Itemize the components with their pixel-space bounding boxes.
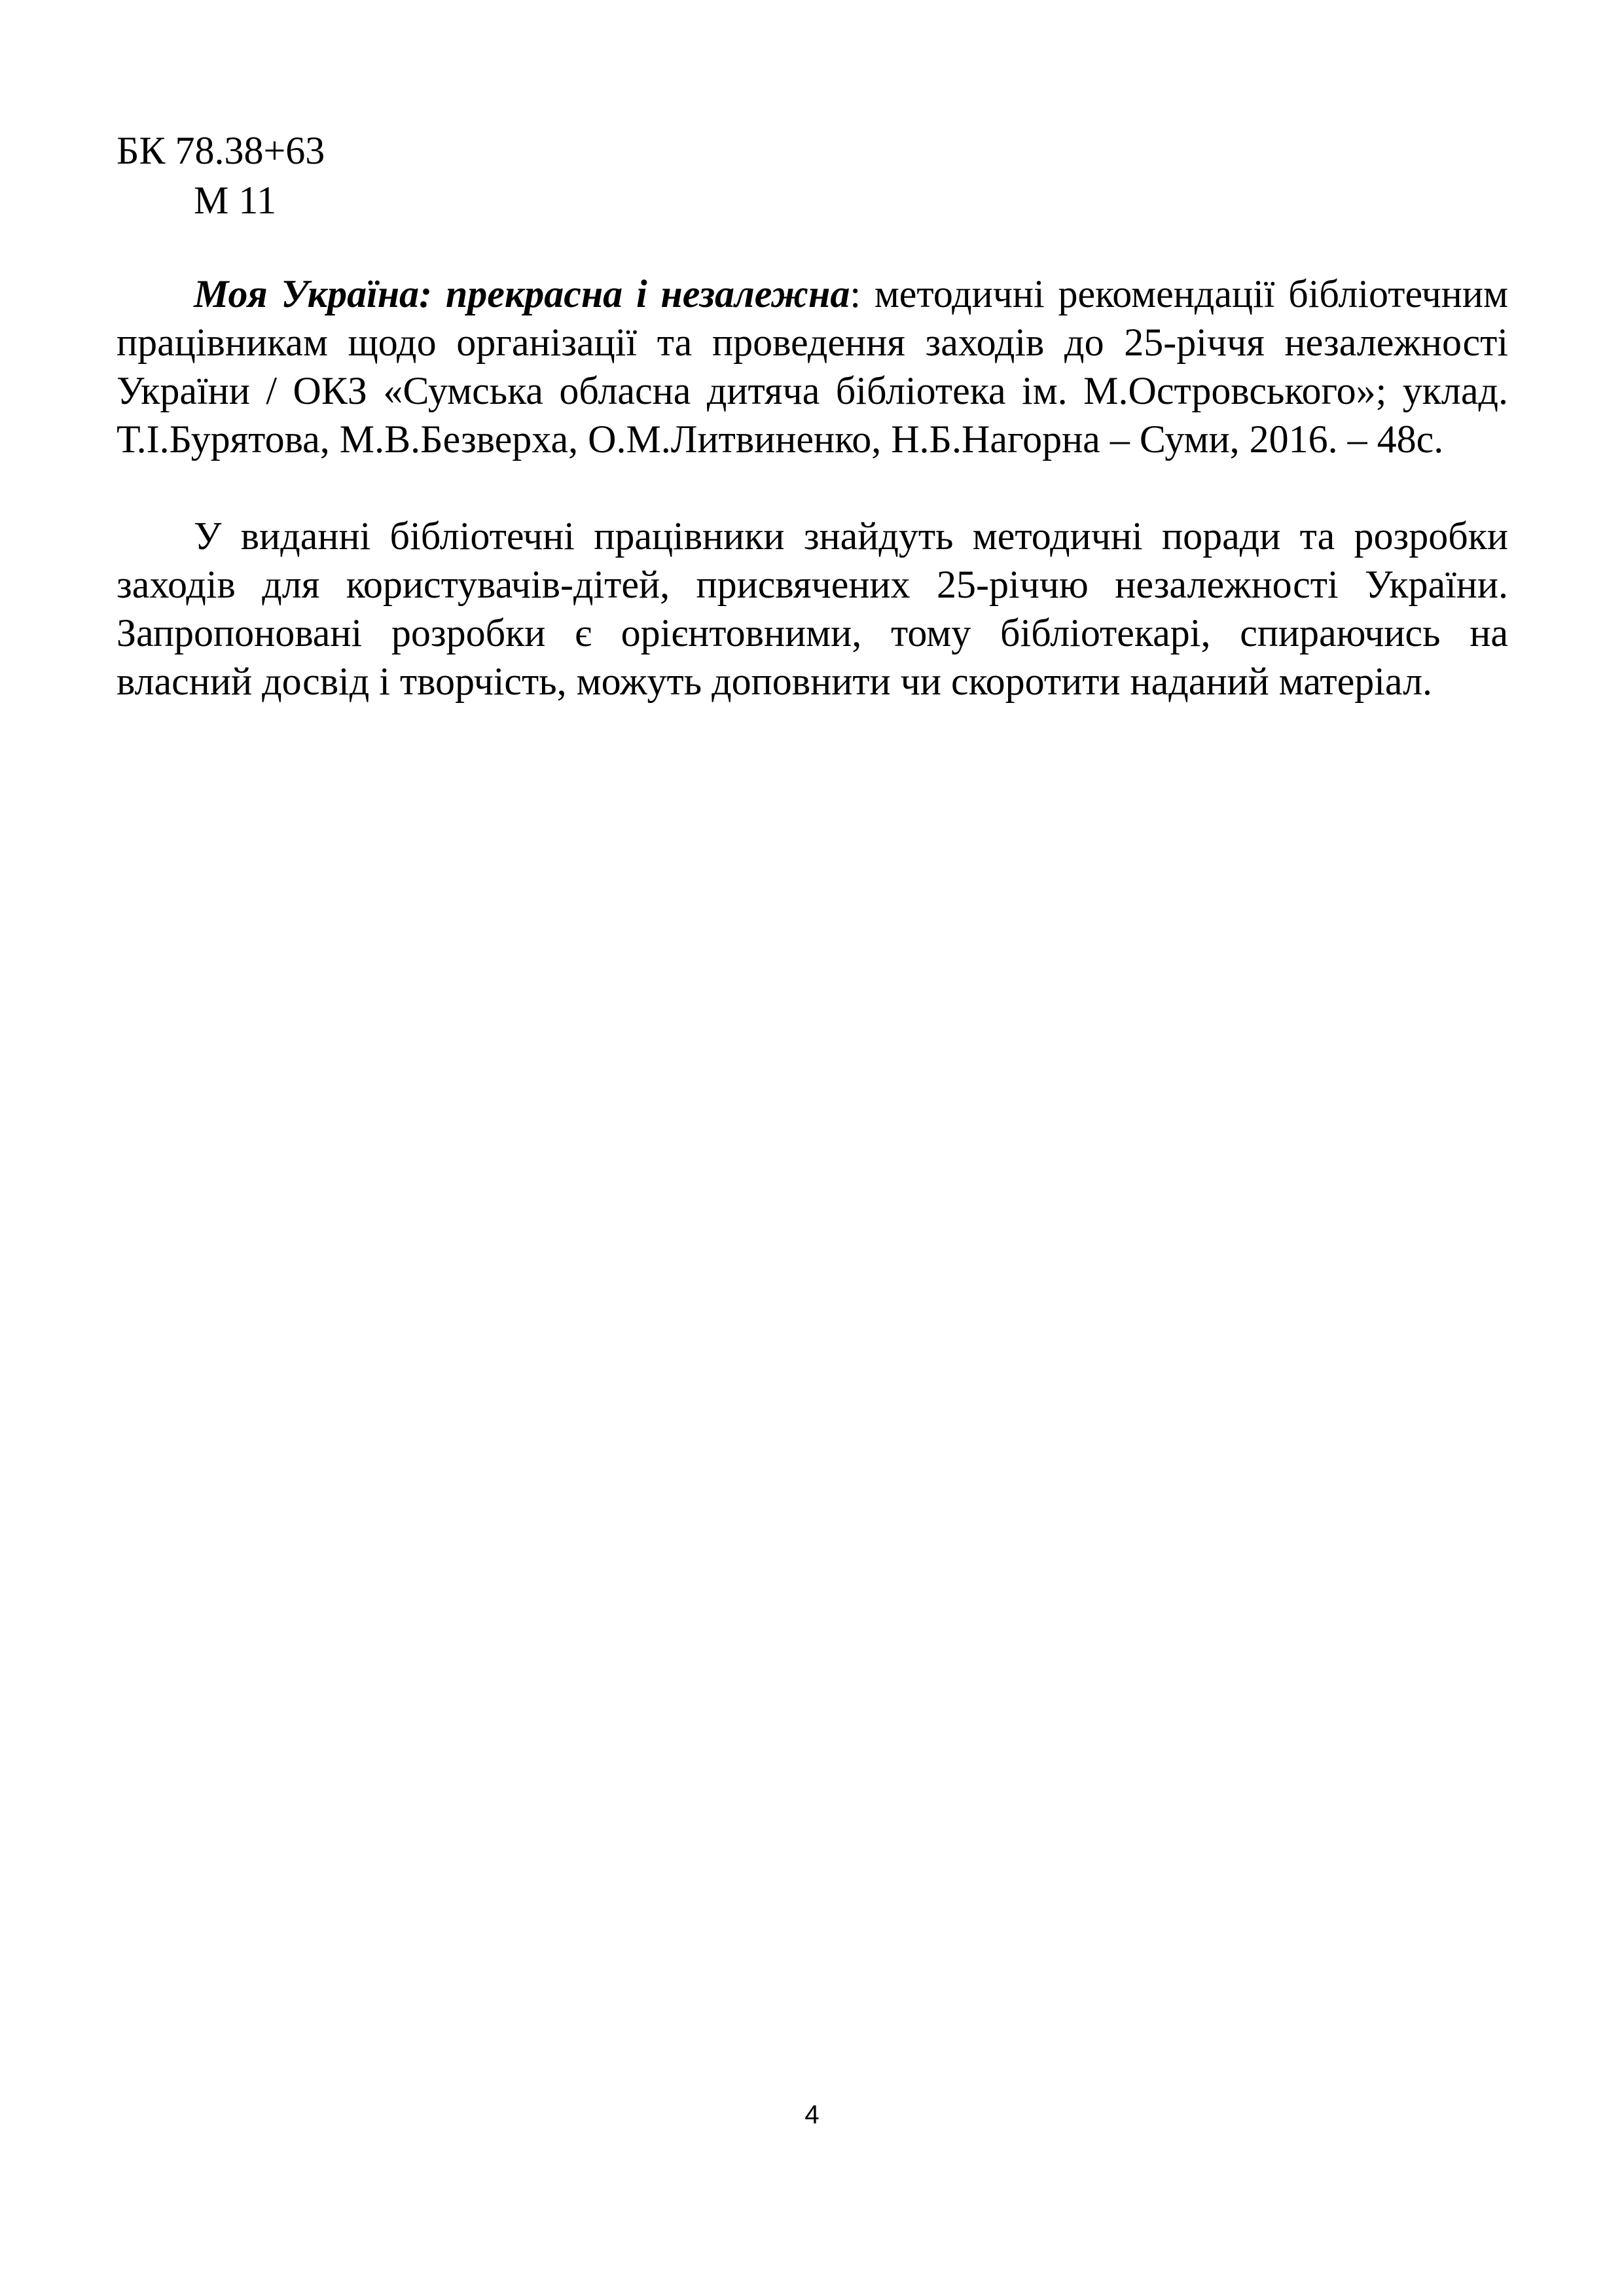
page-number: 4 (804, 2100, 820, 2129)
author-mark: М 11 (194, 179, 277, 222)
bibliographic-description: : методичні рекомендації бібліотечним працівникам щодо організації та проведення заходів до 25-річчя незалежності України / ОКЗ «Сумська обласна дитяча бібліотека ім. М.Островського»; уклад. Т.І.Бурятова, М.В.Безверха, О.М.Литвиненко, Н.Б.Нагорна – Суми, 2016. – 48с. (117, 272, 1508, 461)
document-body (117, 270, 1508, 706)
bk-classification-code: БК 78.38+63 (117, 129, 325, 172)
classification-block (117, 126, 325, 225)
bibliographic-record (117, 270, 1508, 463)
annotation-paragraph: У виданні бібліотечні працівники знайдуть методичні поради та розробки заходів для користувачів-дітей, присвячених 25-річчю незалежності України. Запропоновані розробки є орієнтовними, тому бібліотекарі, спираючись на власний досвід і творчість, можуть доповнити чи скоротити наданий матеріал. (117, 514, 1508, 703)
book-title: Моя Україна: прекрасна і незалежна (194, 272, 850, 315)
